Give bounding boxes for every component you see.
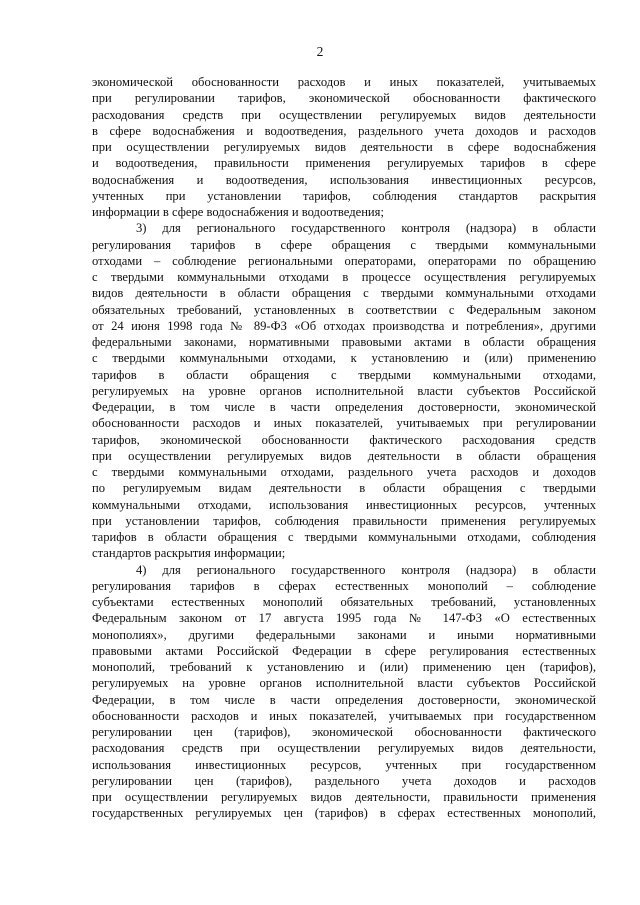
text-line: регулируемых на уровне органов исполнительной власти субъектов Российской — [92, 383, 596, 398]
text-line: субъектами естественных монополий обязательных требований, установленных — [92, 595, 596, 609]
text-line: регулирования тарифов в сферах естественных монополий – соблюдение — [92, 578, 596, 593]
text-line: при осуществлении регулируемых видов деятельности в сфере водоснабжения — [92, 140, 596, 154]
text-line: Федеральным законом от 17 августа 1995 года № 147-ФЗ «О естественных — [92, 611, 596, 626]
text-line: тарифов, экономической обоснованности фактического расходования средств — [92, 432, 596, 447]
text-line: Федерации, в том числе в части определения достоверности, экономической — [92, 400, 596, 414]
text-line: тарифов в области обращения с твердыми коммунальными отходами, соблюдения — [92, 530, 596, 544]
text-line: при установлении тарифов, соблюдения правильности применения регулируемых — [92, 513, 596, 528]
text-line: Федерации, в том числе в части определения достоверности, экономической — [92, 692, 596, 707]
text-line: обоснованности расходов и иных показателей, учитываемых при регулировании — [92, 416, 596, 431]
text-line: обоснованности расходов и иных показателей, учитываемых при государственном — [92, 708, 596, 723]
text-line: по регулируемым видам деятельности в области обращения с твердыми — [92, 481, 596, 496]
text-line: экономической обоснованности расходов и иных показателей, учитываемых — [92, 75, 596, 89]
text-line: монополий, требований к установлению и (или) применению цен (тарифов), — [92, 660, 596, 674]
text-line: 3) для регионального государственного контроля (надзора) в области — [136, 221, 596, 236]
text-line: государственных регулируемых цен (тарифов) в сферах естественных монополий, — [92, 806, 596, 821]
text-line: регулировании цен (тарифов), раздельного учета доходов и расходов — [92, 773, 596, 788]
text-line: учтенных при установлении тарифов, соблюдения стандартов раскрытия — [92, 188, 596, 203]
text-line: регулирования тарифов в сфере обращения с твердыми коммунальными — [92, 237, 596, 252]
text-line: информации в сфере водоснабжения и водоотведения; — [92, 205, 384, 219]
text-line: видов деятельности в области обращения с твердыми коммунальными отходами — [92, 286, 596, 301]
text-line: использования инвестиционных ресурсов, учтенных при государственном — [92, 757, 596, 772]
text-line: правовыми актами Российской Федерации в сфере регулирования естественных — [92, 643, 596, 658]
text-line: водоснабжения и водоотведения, использования инвестиционных ресурсов, — [92, 172, 596, 187]
text-line: с твердыми коммунальными отходами, к установлению и (или) применению — [92, 351, 596, 366]
text-line: в сфере водоснабжения и водоотведения, раздельного учета доходов и расходов — [92, 123, 596, 138]
text-line: расходования средств при осуществлении регулируемых видов деятельности, — [92, 741, 596, 756]
body-text — [92, 74, 596, 822]
text-line: при осуществлении регулируемых видов деятельности, правильности применения — [92, 790, 596, 804]
page-number: 2 — [316, 44, 324, 59]
text-line: при осуществлении регулируемых видов деятельности в области обращения — [92, 448, 596, 463]
text-line: регулируемых на уровне органов исполнительной власти субъектов Российской — [92, 676, 596, 691]
text-line: отходами – соблюдение региональными операторами, операторами по обращению — [92, 253, 596, 268]
text-line: обязательных требований, установленных в соответствии с Федеральным законом — [92, 302, 596, 317]
text-line: стандартов раскрытия информации; — [92, 546, 286, 561]
text-line: тарифов в области обращения с твердыми коммунальными отходами, — [92, 367, 596, 382]
text-line: коммунальными отходами, использования инвестиционных ресурсов, учтенных — [92, 497, 596, 512]
text-line: с твердыми коммунальными отходами в процессе осуществления регулируемых — [92, 270, 596, 284]
text-line: с твердыми коммунальными отходами, раздельного учета расходов и доходов — [92, 465, 596, 479]
text-line: федеральными законами, нормативными правовыми актами в области обращения — [92, 335, 596, 349]
text-line: от 24 июня 1998 года № 89-ФЗ «Об отходах производства и потребления», другими — [92, 318, 596, 333]
text-line: и водоотведения, правильности применения регулируемых тарифов в сфере — [92, 156, 596, 171]
text-line: расходования средств при осуществлении регулируемых видов деятельности — [92, 107, 596, 122]
text-line: при регулировании тарифов, экономической обоснованности фактического — [92, 91, 596, 106]
text-line: регулировании цен (тарифов), экономической обоснованности фактического — [92, 725, 596, 739]
text-line: 4) для регионального государственного контроля (надзора) в области — [136, 562, 596, 577]
text-line: монополиях», другими федеральными законами и иными нормативными — [92, 627, 596, 642]
